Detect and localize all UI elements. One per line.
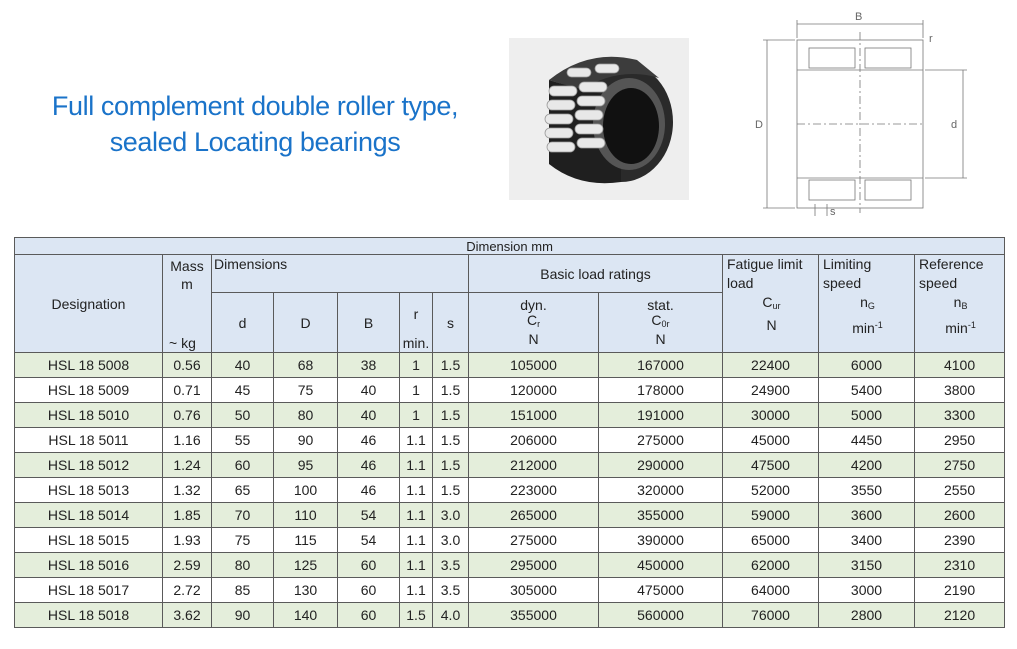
table-row: [15, 428, 1005, 453]
cell-stat: 450000: [599, 553, 723, 578]
cell-r: 1.1: [400, 503, 433, 528]
cell-stat: 475000: [599, 578, 723, 603]
cell-stat: 390000: [599, 528, 723, 553]
cell-D: 115: [274, 528, 338, 553]
cell-mass: 0.76: [163, 403, 212, 428]
cell-dyn: 120000: [469, 378, 599, 403]
cell-stat: 191000: [599, 403, 723, 428]
cell-reference: 2190: [915, 578, 1005, 603]
header-fatigue-unit: N: [766, 317, 777, 333]
cell-fatigue: 45000: [723, 428, 819, 453]
cell-fatigue: 47500: [723, 453, 819, 478]
cell-dyn: 275000: [469, 528, 599, 553]
header-D: D: [274, 293, 338, 353]
cell-fatigue: 62000: [723, 553, 819, 578]
cell-limiting: 4450: [819, 428, 915, 453]
header-fatigue-label: Fatigue limit load: [727, 256, 803, 291]
cell-fatigue: 65000: [723, 528, 819, 553]
cell-limiting: 5400: [819, 378, 915, 403]
cell-r: 1.1: [400, 428, 433, 453]
cell-fatigue: 76000: [723, 603, 819, 628]
header-B: B: [338, 293, 400, 353]
cell-reference: 2120: [915, 603, 1005, 628]
cell-limiting: 3550: [819, 478, 915, 503]
cell-dyn: 265000: [469, 503, 599, 528]
cell-r: 1.1: [400, 578, 433, 603]
title-line-2: sealed Locating bearings: [109, 127, 401, 157]
cell-designation: HSL 18 5018: [15, 603, 163, 628]
cell-designation: HSL 18 5010: [15, 403, 163, 428]
cell-B: 60: [338, 553, 400, 578]
cell-r: 1: [400, 353, 433, 378]
cell-reference: 2600: [915, 503, 1005, 528]
cell-reference: 3800: [915, 378, 1005, 403]
cell-B: 38: [338, 353, 400, 378]
cell-designation: HSL 18 5011: [15, 428, 163, 453]
table-caption: Dimension mm: [15, 238, 1005, 255]
label-d: d: [951, 119, 958, 131]
cell-fatigue: 59000: [723, 503, 819, 528]
cell-stat: 275000: [599, 428, 723, 453]
label-r: r: [929, 33, 933, 45]
cell-designation: HSL 18 5016: [15, 553, 163, 578]
cell-s: 3.5: [433, 578, 469, 603]
cell-dyn: 105000: [469, 353, 599, 378]
cell-reference: 2550: [915, 478, 1005, 503]
header-designation: Designation: [15, 255, 163, 353]
cell-stat: 320000: [599, 478, 723, 503]
cell-s: 3.0: [433, 503, 469, 528]
cell-designation: HSL 18 5013: [15, 478, 163, 503]
header-d: d: [212, 293, 274, 353]
cell-stat: 178000: [599, 378, 723, 403]
cell-s: 4.0: [433, 603, 469, 628]
bearing-cross-section-drawing: [735, 8, 985, 218]
cell-s: 3.0: [433, 528, 469, 553]
cell-dyn: 355000: [469, 603, 599, 628]
cell-reference: 4100: [915, 353, 1005, 378]
cell-D: 130: [274, 578, 338, 603]
cell-B: 40: [338, 378, 400, 403]
cell-s: 3.5: [433, 553, 469, 578]
cell-s: 1.5: [433, 478, 469, 503]
table-row: [15, 453, 1005, 478]
cell-B: 46: [338, 478, 400, 503]
table-row: [15, 503, 1005, 528]
header-reference-speed: [915, 255, 1005, 353]
cell-s: 1.5: [433, 428, 469, 453]
cell-mass: 3.62: [163, 603, 212, 628]
cell-reference: 3300: [915, 403, 1005, 428]
cell-d: 80: [212, 553, 274, 578]
cell-limiting: 3600: [819, 503, 915, 528]
page-title: [20, 88, 490, 160]
cell-reference: 2950: [915, 428, 1005, 453]
cell-r: 1.1: [400, 553, 433, 578]
header-limiting-symbol: $n_G$: [860, 294, 875, 311]
cell-dyn: 206000: [469, 428, 599, 453]
cell-limiting: 3000: [819, 578, 915, 603]
header-dimensions: Dimensions: [212, 255, 469, 293]
header-limiting-unit: $\min^{-1}$: [852, 320, 883, 336]
header-fatigue: [723, 255, 819, 353]
cell-D: 125: [274, 553, 338, 578]
cell-mass: 1.32: [163, 478, 212, 503]
cell-B: 54: [338, 528, 400, 553]
cell-designation: HSL 18 5015: [15, 528, 163, 553]
cell-dyn: 212000: [469, 453, 599, 478]
cell-s: 1.5: [433, 403, 469, 428]
cell-s: 1.5: [433, 353, 469, 378]
table-row: [15, 403, 1005, 428]
cell-s: 1.5: [433, 378, 469, 403]
cell-mass: 1.16: [163, 428, 212, 453]
cell-fatigue: 64000: [723, 578, 819, 603]
cell-designation: HSL 18 5014: [15, 503, 163, 528]
cell-reference: 2390: [915, 528, 1005, 553]
header-mass: [163, 255, 212, 353]
table-row: [15, 528, 1005, 553]
cell-reference: 2310: [915, 553, 1005, 578]
cell-stat: 355000: [599, 503, 723, 528]
cell-limiting: 6000: [819, 353, 915, 378]
header-mass-symbol: m: [181, 276, 193, 292]
cell-designation: HSL 18 5012: [15, 453, 163, 478]
cell-mass: 2.59: [163, 553, 212, 578]
cell-r: 1.5: [400, 603, 433, 628]
cell-mass: 1.24: [163, 453, 212, 478]
cell-D: 90: [274, 428, 338, 453]
header-limiting-speed: [819, 255, 915, 353]
cell-r: 1.1: [400, 528, 433, 553]
cell-fatigue: 22400: [723, 353, 819, 378]
cell-designation: HSL 18 5008: [15, 353, 163, 378]
cell-stat: 290000: [599, 453, 723, 478]
cell-mass: 0.71: [163, 378, 212, 403]
cell-limiting: 4200: [819, 453, 915, 478]
label-D: D: [755, 119, 763, 131]
cell-B: 60: [338, 578, 400, 603]
cell-d: 85: [212, 578, 274, 603]
cell-limiting: 2800: [819, 603, 915, 628]
header-fatigue-symbol: $C_{ur}$: [762, 294, 781, 311]
cell-dyn: 223000: [469, 478, 599, 503]
cell-limiting: 5000: [819, 403, 915, 428]
header-reference-label: Reference speed: [919, 256, 984, 291]
cell-d: 55: [212, 428, 274, 453]
cell-B: 40: [338, 403, 400, 428]
cell-mass: 1.93: [163, 528, 212, 553]
cell-fatigue: 52000: [723, 478, 819, 503]
cell-limiting: 3400: [819, 528, 915, 553]
cell-dyn: 151000: [469, 403, 599, 428]
cell-D: 68: [274, 353, 338, 378]
cell-fatigue: 24900: [723, 378, 819, 403]
header-basic-load-ratings: Basic load ratings: [469, 255, 723, 293]
cell-D: 140: [274, 603, 338, 628]
table-row: [15, 553, 1005, 578]
cell-d: 70: [212, 503, 274, 528]
header-dyn: dyn. $C_r$ N: [469, 293, 599, 353]
cell-r: 1: [400, 378, 433, 403]
cell-D: 110: [274, 503, 338, 528]
cell-d: 40: [212, 353, 274, 378]
cell-d: 75: [212, 528, 274, 553]
header-reference-unit: $\min^{-1}$: [945, 320, 976, 336]
cell-D: 75: [274, 378, 338, 403]
label-s: s: [830, 206, 836, 218]
cell-B: 46: [338, 453, 400, 478]
cell-r: 1: [400, 403, 433, 428]
cell-d: 45: [212, 378, 274, 403]
header-reference-symbol: $n_B$: [953, 294, 968, 311]
cell-B: 54: [338, 503, 400, 528]
cell-mass: 2.72: [163, 578, 212, 603]
cell-B: 60: [338, 603, 400, 628]
table-row: [15, 353, 1005, 378]
cell-B: 46: [338, 428, 400, 453]
header-r-note: min.: [402, 335, 430, 351]
cell-designation: HSL 18 5009: [15, 378, 163, 403]
cell-d: 65: [212, 478, 274, 503]
cell-D: 95: [274, 453, 338, 478]
table-row: [15, 603, 1005, 628]
cell-fatigue: 30000: [723, 403, 819, 428]
cell-stat: 167000: [599, 353, 723, 378]
header-mass-unit: ~ kg: [169, 335, 196, 351]
cell-d: 60: [212, 453, 274, 478]
header-r: r min.: [400, 293, 433, 353]
cell-D: 100: [274, 478, 338, 503]
table-row: [15, 478, 1005, 503]
cell-d: 50: [212, 403, 274, 428]
table-row: [15, 578, 1005, 603]
table-row: [15, 378, 1005, 403]
cell-s: 1.5: [433, 453, 469, 478]
label-B: B: [855, 11, 863, 23]
cell-dyn: 305000: [469, 578, 599, 603]
cell-r: 1.1: [400, 478, 433, 503]
cell-limiting: 3150: [819, 553, 915, 578]
bearing-photo: [509, 38, 689, 200]
cell-r: 1.1: [400, 453, 433, 478]
cell-D: 80: [274, 403, 338, 428]
table-body: [15, 353, 1005, 628]
cell-designation: HSL 18 5017: [15, 578, 163, 603]
cell-mass: 1.85: [163, 503, 212, 528]
cell-dyn: 295000: [469, 553, 599, 578]
cell-reference: 2750: [915, 453, 1005, 478]
header-mass-label: Mass: [170, 258, 204, 274]
header-stat: stat. $C_{0r}$ N: [599, 293, 723, 353]
header-s: s: [433, 293, 469, 353]
cell-d: 90: [212, 603, 274, 628]
cell-stat: 560000: [599, 603, 723, 628]
header-limiting-label: Limiting speed: [823, 256, 872, 291]
bearing-spec-table: [14, 237, 1005, 628]
title-line-1: Full complement double roller type,: [51, 91, 459, 121]
cell-mass: 0.56: [163, 353, 212, 378]
